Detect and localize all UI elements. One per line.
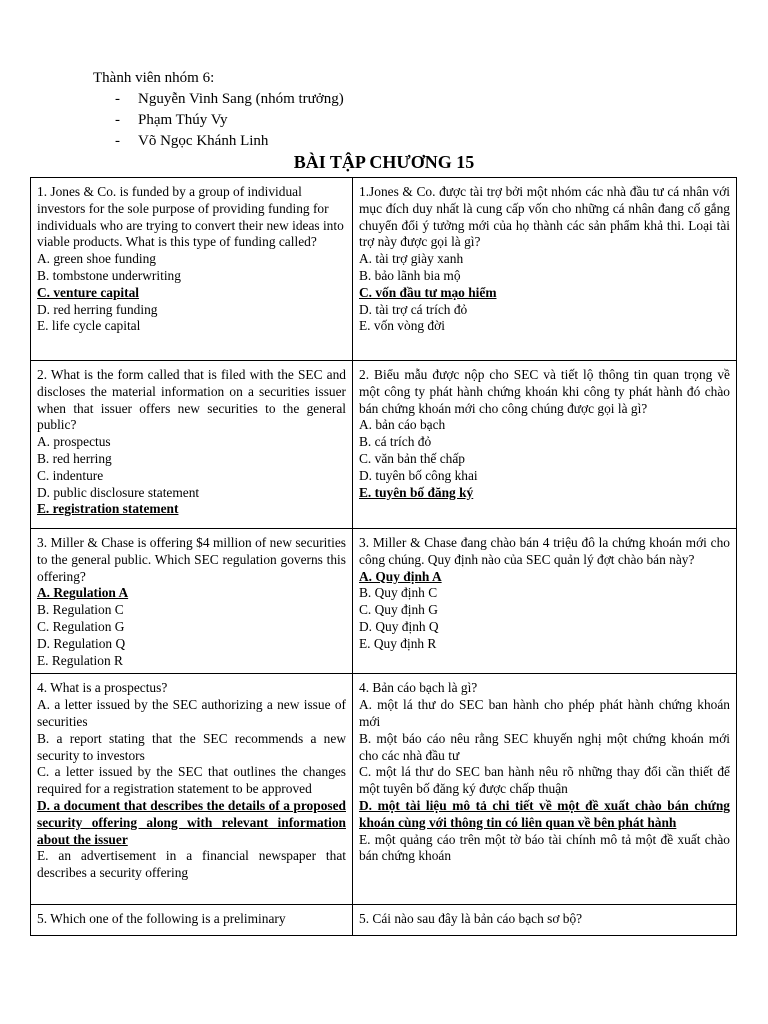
option-b: B. Regulation C xyxy=(37,602,124,618)
english-cell xyxy=(31,361,353,529)
english-cell xyxy=(31,529,353,674)
option-c: C. Quy định G xyxy=(359,602,438,618)
option-e: E. an advertisement in a financial newspaper that describes a security offering xyxy=(37,848,346,881)
option-d: D. red herring funding xyxy=(37,301,158,317)
table-row xyxy=(31,178,737,361)
table-row xyxy=(31,674,737,905)
english-cell xyxy=(31,674,353,905)
option-d: D. public disclosure statement xyxy=(37,484,200,500)
question-text: 2. What is the form called that is filed with the SEC and discloses the material information on a securities issuer when that issuer offers new securities to the general public? xyxy=(37,367,346,433)
option-c: C. indenture xyxy=(37,467,104,483)
question-text: 5. Which one of the following is a preliminary xyxy=(37,911,286,927)
option-c: C. một lá thư do SEC ban hành nêu rõ những thay đổi cần thiết để một tuyên bố đăng ký được chấp thuận xyxy=(359,764,730,797)
option-a: A. một lá thư do SEC ban hành cho phép phát hành chứng khoán mới xyxy=(359,697,730,729)
option-d: D. Quy định Q xyxy=(359,618,439,634)
option-b: B. Quy định C xyxy=(359,585,438,601)
option-d: D. Regulation Q xyxy=(37,635,126,651)
members-label: Thành viên nhóm 6: xyxy=(93,70,215,86)
option-e: E. Quy định R xyxy=(359,635,437,651)
option-d: D. tuyên bố công khai xyxy=(359,467,478,483)
list-dash: - xyxy=(115,91,120,107)
question-text: 3. Miller & Chase is offering $4 million of new securities to the general public. Which SEC regulation governs this offering? xyxy=(37,535,346,584)
question-text: 1.Jones & Co. được tài trợ bởi một nhóm các nhà đầu tư cá nhân với mục đích duy nhất là cung cấp vốn cho những cá nhân đang cố gắng chuyển đổi ý tưởng mới của họ thành các sản phẩm khả thi. Loại tài trợ này được gọi là gì? xyxy=(359,184,730,250)
option-a: A. prospectus xyxy=(37,434,111,450)
member-name: Nguyễn Vinh Sang (nhóm trưởng) xyxy=(138,91,344,107)
option-c: C. Regulation G xyxy=(37,618,125,634)
option-b: B. red herring xyxy=(37,450,112,466)
table-row xyxy=(31,529,737,674)
member-item xyxy=(93,89,344,110)
group-members xyxy=(93,68,344,152)
member-item xyxy=(93,110,344,131)
question-text: 3. Miller & Chase đang chào bán 4 triệu đô la chứng khoán mới cho công chúng. Quy định nào của SEC quản lý đợt chào bán này? xyxy=(359,535,730,567)
option-c: C. văn bản thế chấp xyxy=(359,450,465,466)
list-dash: - xyxy=(115,133,120,149)
option-d: D. tài trợ cá trích đỏ xyxy=(359,301,468,317)
question-text: 5. Cái nào sau đây là bản cáo bạch sơ bộ? xyxy=(359,911,583,927)
option-e: E. vốn vòng đời xyxy=(359,318,445,334)
option-a: A. tài trợ giày xanh xyxy=(359,251,464,267)
question-text: 4. Bản cáo bạch là gì? xyxy=(359,680,478,696)
option-e-answer: E. registration statement xyxy=(37,501,179,517)
option-b: B. bảo lãnh bia mộ xyxy=(359,267,461,283)
list-dash: - xyxy=(115,112,120,128)
option-a: A. green shoe funding xyxy=(37,251,156,267)
option-b: B. tombstone underwriting xyxy=(37,267,181,283)
question-text: 4. What is a prospectus? xyxy=(37,680,168,696)
option-b: B. cá trích đỏ xyxy=(359,434,432,450)
members-list xyxy=(93,89,344,152)
option-a-answer: A. Regulation A xyxy=(37,585,129,601)
option-e: E. một quảng cáo trên một tờ báo tài chính mô tả một đề xuất chào bán chứng khoán xyxy=(359,831,730,864)
option-a: A. a letter issued by the SEC authorizing a new issue of securities xyxy=(37,697,346,729)
option-b: B. a report stating that the SEC recommends a new security to investors xyxy=(37,730,346,763)
english-cell xyxy=(31,905,353,936)
member-name: Võ Ngọc Khánh Linh xyxy=(138,133,269,149)
member-name: Phạm Thúy Vy xyxy=(138,112,228,128)
vietnamese-cell xyxy=(353,361,737,529)
option-c: C. a letter issued by the SEC that outlines the changes required for a registration statement to be approved xyxy=(37,764,346,797)
page-title: BÀI TẬP CHƯƠNG 15 xyxy=(293,152,475,172)
vietnamese-cell xyxy=(353,905,737,936)
option-a-answer: A. Quy định A xyxy=(359,568,442,584)
table-row xyxy=(31,905,737,936)
question-text: 1. Jones & Co. is funded by a group of individual investors for the sole purpose of providing funding for individuals who are trying to convert their new ideas into viable products. What is this type of funding called? xyxy=(37,184,344,250)
option-c-answer: C. vốn đầu tư mạo hiểm xyxy=(359,284,497,300)
exercise-table xyxy=(30,177,737,936)
option-d-answer: D. một tài liệu mô tả chi tiết về một đề xuất chào bán chứng khoán cùng với thông tin có liên quan về bên phát hành xyxy=(359,797,730,830)
vietnamese-cell xyxy=(353,529,737,674)
vietnamese-cell xyxy=(353,674,737,905)
table-row xyxy=(31,361,737,529)
question-text: 2. Biểu mẫu được nộp cho SEC và tiết lộ thông tin quan trọng về một công ty phát hành chứng khoán khi công ty phát hành đó chào bán chứng khoán mới cho công chúng được gọi là gì? xyxy=(359,367,730,416)
member-item xyxy=(93,131,344,152)
option-c-answer: C. venture capital xyxy=(37,284,140,300)
option-e: E. Regulation R xyxy=(37,652,123,668)
option-a: A. bản cáo bạch xyxy=(359,417,446,433)
option-b: B. một báo cáo nêu rằng SEC khuyến nghị một chứng khoán mới cho các nhà đầu tư xyxy=(359,730,730,763)
english-cell xyxy=(31,178,353,361)
vietnamese-cell xyxy=(353,178,737,361)
option-e: E. life cycle capital xyxy=(37,318,141,334)
option-e-answer: E. tuyên bố đăng ký xyxy=(359,484,474,500)
option-d-answer: D. a document that describes the details of a proposed security offering along with relevant information about the issuer xyxy=(37,797,346,847)
